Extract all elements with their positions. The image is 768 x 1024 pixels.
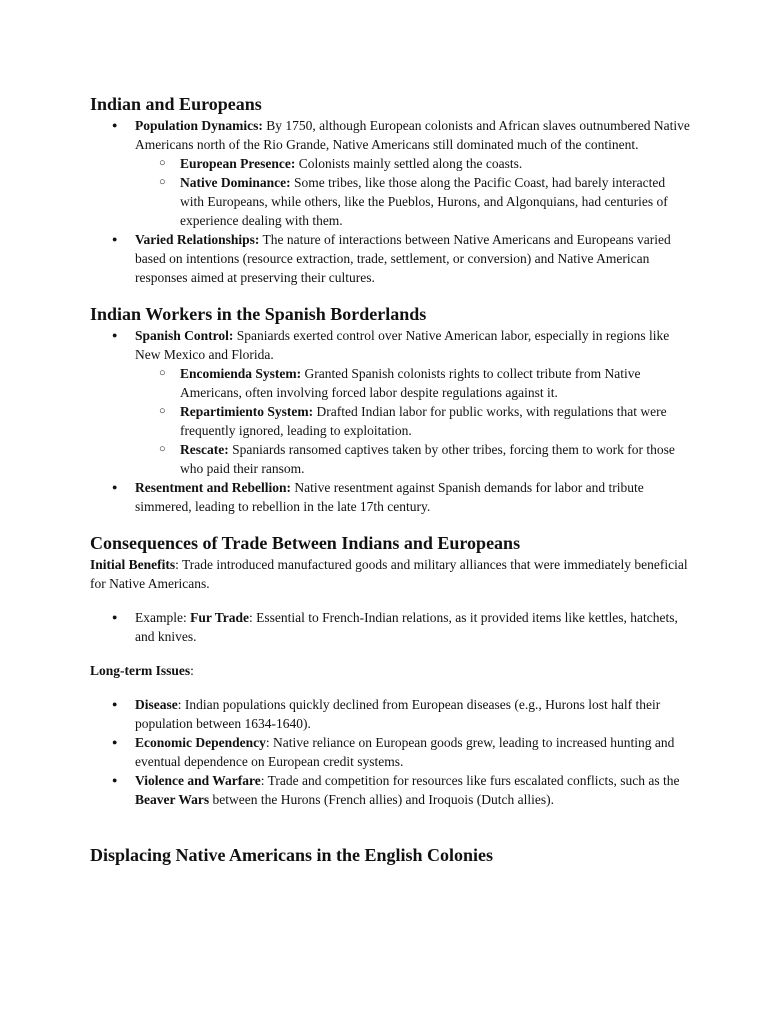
list-item: ● Disease: Indian populations quickly declined from European diseases (e.g., Hurons lost half their population between 1634-1640). (90, 695, 690, 733)
list-item: ○ Rescate: Spaniards ransomed captives taken by other tribes, forcing them to work for those who paid their ransom. (135, 440, 690, 478)
bullet-list (90, 326, 690, 516)
heading-displacing-native-americans: Displacing Native Americans in the English Colonies (90, 845, 494, 865)
list-item: ● Population Dynamics: By 1750, although European colonists and African slaves outnumbered Native Americans north of the Rio Grande, Native Americans still dominated much of the continent. ○ European Presence: Colonists mainly settled along the coasts. ○ Native Dominance: Some tribes, like those along the Pacific Coast, had barely interacted with Europeans, while others, like the Pueblos, Hurons, and Algonquians, had centuries of experience dealing with them. (90, 116, 690, 230)
heading-indian-and-europeans: Indian and Europeans (90, 94, 262, 114)
list-item: ○ European Presence: Colonists mainly settled along the coasts. (135, 154, 690, 173)
sub-bullet-list (135, 364, 690, 478)
list-item: ○ Repartimiento System: Drafted Indian labor for public works, with regulations that were frequently ignored, leading to exploitation. (135, 402, 690, 440)
list-item: ● Resentment and Rebellion: Native resentment against Spanish demands for labor and tribute simmered, leading to rebellion in the late 17th century. (90, 478, 690, 516)
bullet-list (90, 695, 690, 809)
document-body (90, 92, 690, 867)
list-item: ○ Encomienda System: Granted Spanish colonists rights to collect tribute from Native Americans, often involving forced labor despite regulations against it. (135, 364, 690, 402)
bullet-list (90, 608, 690, 646)
heading-consequences-of-trade: Consequences of Trade Between Indians and Europeans (90, 533, 521, 553)
list-item: ● Spanish Control: Spaniards exerted control over Native American labor, especially in regions like New Mexico and Florida. ○ Encomienda System: Granted Spanish colonists rights to collect tribute from Native Americans, often involving forced labor despite regulations against it. ○ Repartimiento System: Drafted Indian labor for public works, with regulations that were frequently ignored, leading to exploitation. ○ Rescate: Spaniards ransomed captives taken by other tribes, forcing them to work for those who paid their ransom. (90, 326, 690, 478)
bullet-list (90, 116, 690, 287)
list-item: ● Varied Relationships: The nature of interactions between Native Americans and Europeans varied based on intentions (resource extraction, trade, settlement, or conversion) and Native American responses aimed at preserving their cultures. (90, 230, 690, 287)
list-item: ● Violence and Warfare: Trade and competition for resources like furs escalated conflicts, such as the Beaver Wars between the Hurons (French allies) and Iroquois (Dutch allies). (90, 771, 690, 809)
list-item: ● Example: Fur Trade: Essential to French-Indian relations, as it provided items like kettles, hatchets, and knives. (90, 608, 690, 646)
list-item: ● Economic Dependency: Native reliance on European goods grew, leading to increased hunting and eventual dependence on European credit systems. (90, 733, 690, 771)
paragraph-long-term-issues: Long-term Issues: (90, 663, 194, 678)
paragraph-initial-benefits: Initial Benefits: Trade introduced manufactured goods and military alliances that were immediately beneficial for Native Americans. (90, 557, 688, 591)
sub-bullet-list (135, 154, 690, 230)
list-item: ○ Native Dominance: Some tribes, like those along the Pacific Coast, had barely interacted with Europeans, while others, like the Pueblos, Hurons, and Algonquians, had centuries of experience dealing with them. (135, 173, 690, 230)
heading-indian-workers: Indian Workers in the Spanish Borderlands (90, 304, 427, 324)
